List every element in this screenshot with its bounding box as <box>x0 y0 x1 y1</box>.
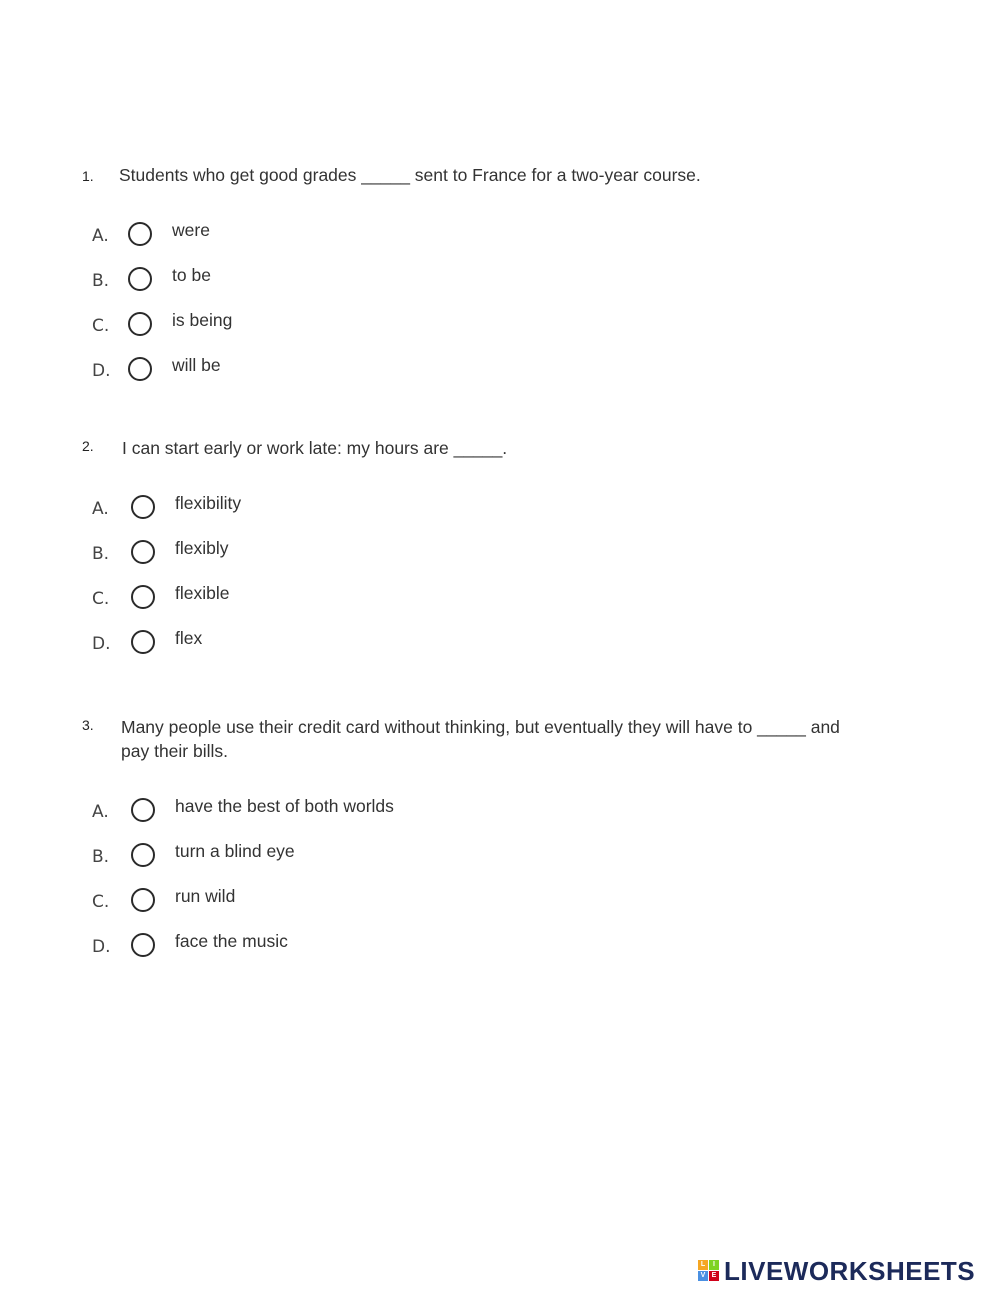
option-2a[interactable] <box>82 491 582 531</box>
option-letter: C. <box>92 589 110 609</box>
option-1b[interactable] <box>82 263 582 303</box>
option-label: flexible <box>175 583 230 603</box>
radio-button[interactable] <box>131 540 155 564</box>
logo-tile-v: V <box>698 1271 708 1281</box>
option-letter: D. <box>92 634 111 654</box>
option-label: face the music <box>175 931 288 951</box>
radio-button[interactable] <box>128 312 152 336</box>
question-text: Students who get good grades _____ sent to France for a two-year course. <box>119 165 701 185</box>
option-letter: C. <box>92 892 110 912</box>
option-2c[interactable] <box>82 581 582 621</box>
option-letter: B. <box>92 271 110 291</box>
option-label: will be <box>172 355 221 375</box>
radio-button[interactable] <box>128 222 152 246</box>
option-label: flexibly <box>175 538 229 558</box>
option-label: to be <box>172 265 211 285</box>
option-2d[interactable] <box>82 626 582 666</box>
question-number: 3. <box>82 717 94 733</box>
logo-tile-e: E <box>709 1271 719 1281</box>
question-number: 1. <box>82 168 94 184</box>
option-letter: B. <box>92 847 110 867</box>
radio-button[interactable] <box>131 585 155 609</box>
option-letter: A. <box>92 802 109 822</box>
option-label: is being <box>172 310 233 330</box>
logo-tile-l: L <box>698 1260 708 1270</box>
option-1d[interactable] <box>82 353 582 393</box>
option-letter: A. <box>92 226 109 246</box>
option-letter: C. <box>92 316 110 336</box>
radio-button[interactable] <box>131 843 155 867</box>
option-letter: A. <box>92 499 109 519</box>
option-3d[interactable] <box>82 929 582 969</box>
option-2b[interactable] <box>82 536 582 576</box>
option-label: flexibility <box>175 493 242 513</box>
liveworksheets-icon <box>698 1260 720 1282</box>
question-text: I can start early or work late: my hours are _____. <box>122 438 508 458</box>
radio-button[interactable] <box>131 888 155 912</box>
option-label: have the best of both worlds <box>175 796 394 816</box>
option-letter: D. <box>92 361 111 381</box>
question-text: Many people use their credit card without thinking, but eventually they will have to _____ and pay their bills. <box>121 717 840 761</box>
option-letter: D. <box>92 937 111 957</box>
option-label: turn a blind eye <box>175 841 295 861</box>
option-letter: B. <box>92 544 110 564</box>
option-3c[interactable] <box>82 884 582 924</box>
logo-tile-i: I <box>709 1260 719 1270</box>
option-3a[interactable] <box>82 794 582 834</box>
option-1a[interactable] <box>82 218 582 258</box>
radio-button[interactable] <box>131 798 155 822</box>
option-1c[interactable] <box>82 308 582 348</box>
radio-button[interactable] <box>131 630 155 654</box>
option-label: flex <box>175 628 203 648</box>
radio-button[interactable] <box>131 933 155 957</box>
option-label: run wild <box>175 886 236 906</box>
radio-button[interactable] <box>131 495 155 519</box>
option-3b[interactable] <box>82 839 582 879</box>
radio-button[interactable] <box>128 267 152 291</box>
brand-name: LIVEWORKSHEETS <box>724 1256 976 1286</box>
option-label: were <box>172 220 210 240</box>
question-number: 2. <box>82 438 94 454</box>
radio-button[interactable] <box>128 357 152 381</box>
